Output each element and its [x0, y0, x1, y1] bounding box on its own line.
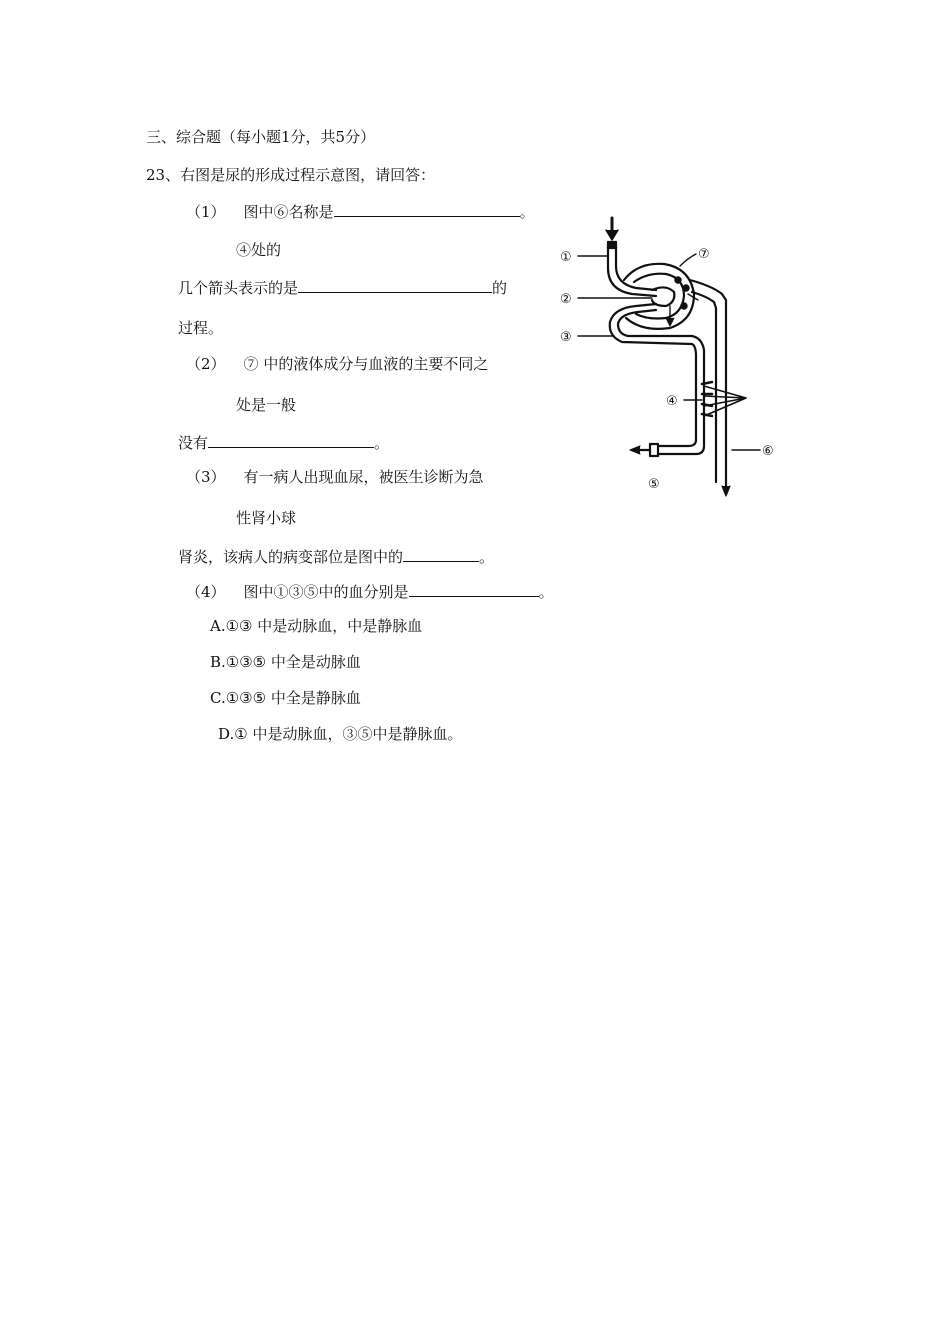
part-1-line-4: 过程。: [178, 319, 224, 337]
part-1-end: 。: [519, 203, 535, 221]
part-4-prompt: 图中①③⑤中的血分别是: [243, 583, 409, 601]
part-1-number: （1）: [186, 203, 226, 221]
part-3-line-2: 性肾小球: [236, 509, 297, 527]
part-1-first-line: [186, 200, 535, 222]
section-heading: 三、综合题（每小题1分，共5分）: [146, 128, 376, 146]
part-2-number: （2）: [186, 355, 226, 373]
answer-blank-1a[interactable]: [334, 200, 520, 217]
option-b[interactable]: B.①③⑤ 中全是动脉血: [210, 653, 361, 671]
label-7: ⑦: [698, 247, 710, 262]
part-2-line-3-end: 。: [374, 434, 390, 452]
answer-blank-3[interactable]: [403, 545, 479, 562]
part-2-first-line: [186, 354, 488, 374]
part-3-line-3-text: 肾炎，该病人的病变部位是图中的: [178, 548, 404, 566]
part-1-line-3-end: 的: [492, 279, 508, 297]
part-1-prompt: 图中⑥名称是: [243, 203, 334, 221]
part-1-line-2: ④处的: [236, 241, 282, 259]
part-3-number: （3）: [186, 468, 226, 486]
answer-blank-4[interactable]: [409, 580, 539, 597]
option-d[interactable]: D.① 中是动脉血，③⑤中是静脉血。: [218, 725, 463, 743]
part-4-number: （4）: [186, 583, 226, 601]
question-stem: 23、右图是尿的形成过程示意图，请回答：: [146, 166, 436, 184]
part-3-prompt: 有一病人出现血尿，被医生诊断为急: [243, 468, 484, 486]
part-4-first-line: [186, 580, 554, 602]
part-1-line-3-text: 几个箭头表示的是: [178, 279, 299, 297]
part-2-line-2: 处是一般: [236, 396, 297, 414]
part-3-line-3-end: 。: [479, 548, 495, 566]
label-2: ②: [560, 292, 572, 307]
part-3-line-3: [178, 545, 494, 567]
label-3: ③: [560, 330, 572, 345]
part-4-end: 。: [538, 583, 554, 601]
answer-blank-1b[interactable]: [298, 276, 492, 293]
part-3-first-line: [186, 467, 484, 487]
option-a[interactable]: A.①③ 中是动脉血，中是静脉血: [210, 617, 423, 635]
label-6: ⑥: [762, 444, 774, 459]
label-5: ⑤: [648, 477, 660, 492]
nephron-diagram: [552, 210, 788, 500]
part-2-line-3-text: 没有: [178, 434, 209, 452]
part-1-line-3: [178, 276, 507, 298]
label-4: ④: [666, 394, 678, 409]
part-2-prompt: ⑦ 中的液体成分与血液的主要不同之: [243, 355, 489, 373]
label-1: ①: [560, 250, 572, 265]
option-c[interactable]: C.①③⑤ 中全是静脉血: [210, 689, 361, 707]
part-2-line-3: [178, 431, 389, 453]
answer-blank-2[interactable]: [208, 431, 374, 448]
